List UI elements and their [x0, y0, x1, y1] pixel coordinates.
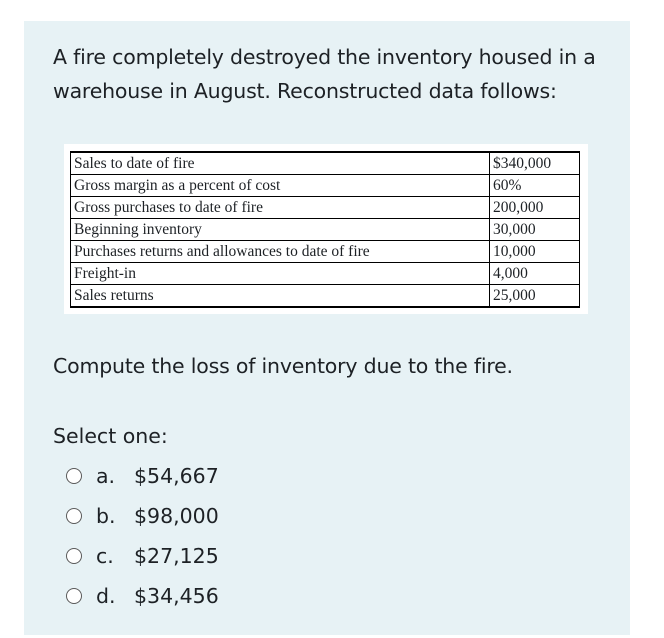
- row-value: 10,000: [490, 241, 580, 263]
- table-row: [71, 175, 580, 197]
- table-row: [71, 152, 580, 175]
- option-text: $54,667: [134, 464, 219, 488]
- answer-options: [66, 456, 219, 616]
- table-row: [71, 241, 580, 263]
- radio-button-a[interactable]: [66, 468, 82, 484]
- row-value: 60%: [490, 175, 580, 197]
- option-letter: d.: [96, 584, 116, 608]
- data-table-image: [64, 144, 588, 314]
- option-c[interactable]: [66, 536, 219, 576]
- row-label: Gross margin as a percent of cost: [71, 175, 490, 197]
- table-row: [71, 197, 580, 219]
- table-row: [71, 285, 580, 308]
- option-a[interactable]: [66, 456, 219, 496]
- question-card: [24, 21, 630, 635]
- radio-button-c[interactable]: [66, 548, 82, 564]
- row-value: 4,000: [490, 263, 580, 285]
- table-row: [71, 263, 580, 285]
- option-text: $98,000: [134, 504, 219, 528]
- option-letter: b.: [96, 504, 116, 528]
- row-value: 30,000: [490, 219, 580, 241]
- option-letter: c.: [96, 544, 114, 568]
- option-d[interactable]: [66, 576, 219, 616]
- row-label: Freight-in: [71, 263, 490, 285]
- option-text: $27,125: [134, 544, 219, 568]
- row-label: Beginning inventory: [71, 219, 490, 241]
- question-prompt: Compute the loss of inventory due to the fire.: [53, 354, 513, 378]
- row-label: Gross purchases to date of fire: [71, 197, 490, 219]
- data-table: [70, 151, 580, 308]
- radio-button-d[interactable]: [66, 588, 82, 604]
- radio-button-b[interactable]: [66, 508, 82, 524]
- row-label: Sales to date of fire: [71, 152, 490, 175]
- option-b[interactable]: [66, 496, 219, 536]
- row-value: $340,000: [490, 152, 580, 175]
- option-letter: a.: [96, 464, 116, 488]
- question-text: A fire completely destroyed the inventory housed in a warehouse in August. Reconstructed data follows:: [53, 45, 596, 103]
- row-value: 25,000: [490, 285, 580, 308]
- option-text: $34,456: [134, 584, 219, 608]
- table-row: [71, 219, 580, 241]
- row-label: Sales returns: [71, 285, 490, 308]
- row-label: Purchases returns and allowances to date of fire: [71, 241, 490, 263]
- select-one-label: Select one:: [53, 424, 168, 448]
- row-value: 200,000: [490, 197, 580, 219]
